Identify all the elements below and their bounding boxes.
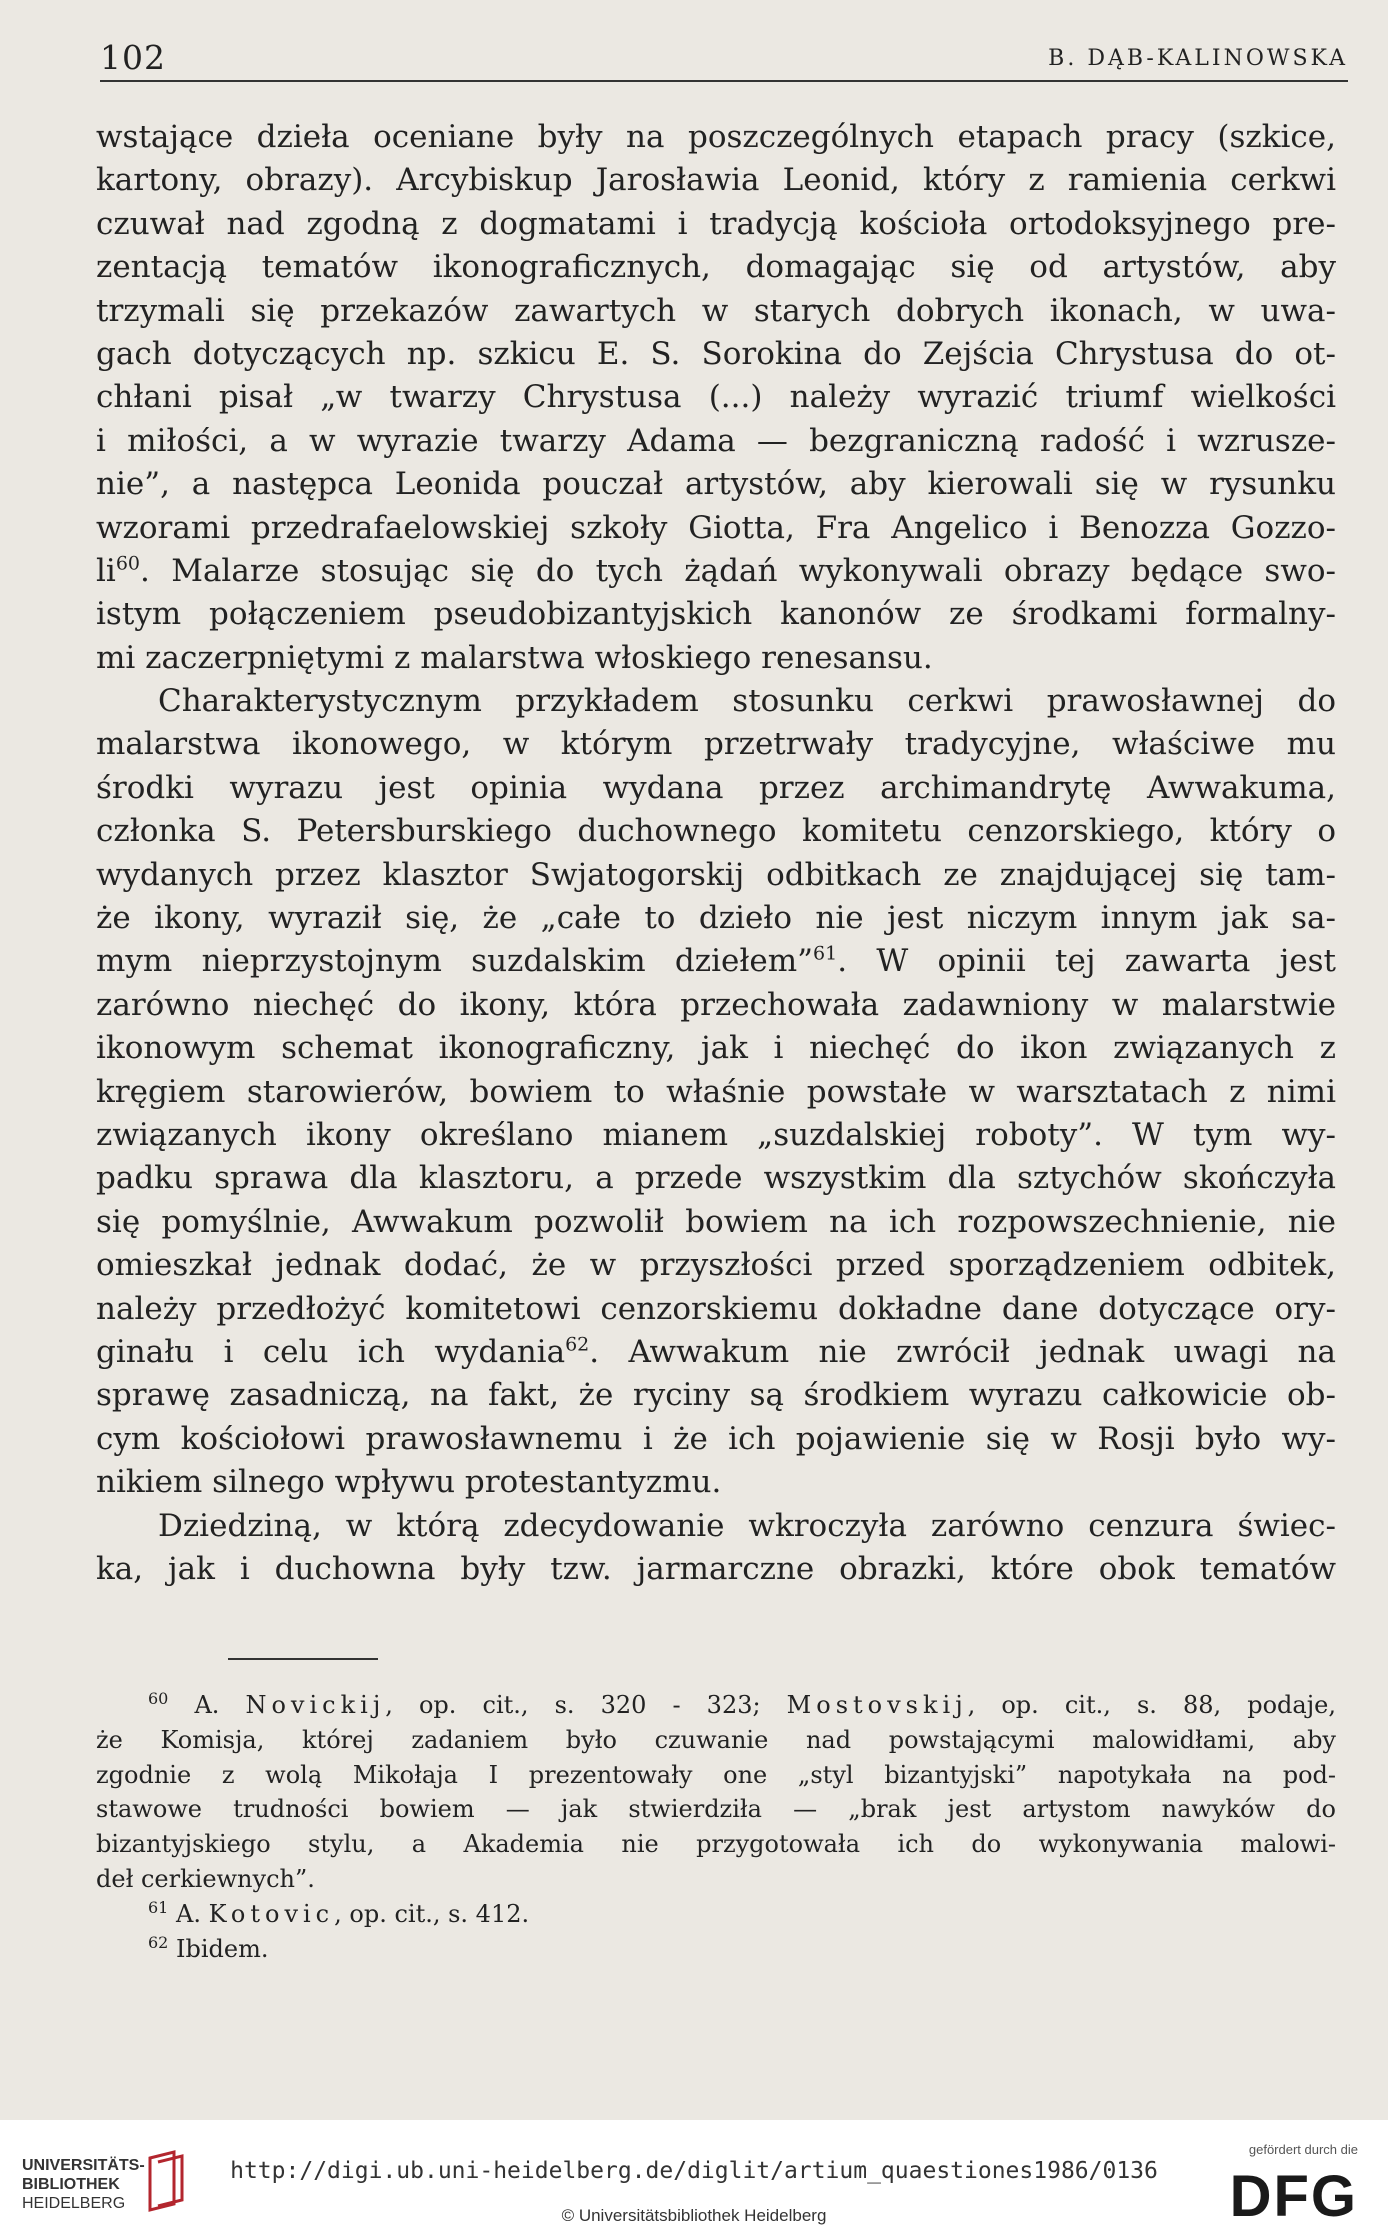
dfg-logo: DFG [1229, 2164, 1358, 2229]
text-line: kręgiem starowierów, bowiem to właśnie powstałe w warsztatach z nimi [96, 1073, 1336, 1110]
citation-text: , op. cit., s. 412. [334, 1899, 530, 1928]
text-line: padku sprawa dla klasztoru, a przede wszystkim dla sztychów skończyła [96, 1160, 1336, 1197]
text-line: nie”, a następca Leonida pouczał artystów, aby kierowali się w rysunku [96, 466, 1336, 503]
text-line: środki wyrazu jest opinia wydana przez archimandrytę Awwakuma, [96, 769, 1336, 806]
text-line: ka, jak i duchowna były tzw. jarmarczne obrazki, które obok tematów [96, 1550, 1336, 1587]
author-name: Mostovskij [786, 1691, 968, 1719]
text-fragment: li [96, 552, 116, 589]
text-line: cym kościołowi prawosławnemu i że ich pojawienie się w Rosji było wy- [96, 1420, 1336, 1457]
text-line: sprawę zasadniczą, na fakt, że ryciny są środkiem wyrazu całkowicie ob- [96, 1377, 1336, 1414]
library-name-line: BIBLIOTHEK [22, 2176, 120, 2193]
footnote-ref-62: 62 [565, 1333, 590, 1356]
text-line: czuwał nad zgodną z dogmatami i tradycją kościoła ortodoksyjnego pre- [96, 205, 1336, 242]
footnote-line: stawowe trudności bowiem — jak stwierdziła — „brak jest artystom nawyków do [96, 1795, 1336, 1824]
footnote-number: 61 [148, 1897, 169, 1917]
footnote-line: deł cerkiewnych”. [96, 1864, 315, 1893]
citation-text: Ibidem. [176, 1934, 269, 1963]
text-line: Charakterystycznym przykładem stosunku cerkwi prawosławnej do [158, 683, 1336, 720]
body-text [96, 116, 1336, 1591]
footnote-number: 60 [148, 1689, 169, 1708]
library-city: HEIDELBERG [22, 2195, 126, 2212]
text-line: gach dotyczących np. szkicu E. S. Sorokina do Zejścia Chrystusa do ot- [96, 335, 1336, 372]
footnote-62 [96, 1932, 1336, 1967]
text-fragment: . Malarze stosując się do tych żądań wykonywali obrazy będące swo- [140, 552, 1336, 589]
author-initial: A. [176, 1899, 201, 1928]
citation-text: , op. cit., s. 88, podaje, [967, 1691, 1336, 1719]
text-line: że ikony, wyraził się, że „całe to dzieło nie jest niczym innym jak sa- [96, 900, 1336, 937]
footnote-61 [96, 1897, 1336, 1932]
text-line: ikonowym schemat ikonograficzny, jak i niechęć do ikon związanych z [96, 1030, 1336, 1067]
text-line: mi zaczerpniętymi z malarstwa włoskiego renesansu. [96, 639, 933, 676]
text-fragment: ginału i celu ich wydania [96, 1333, 566, 1370]
text-line: i miłości, a w wyrazie twarzy Adama — bezgraniczną radość i wzrusze- [96, 422, 1336, 459]
text-fragment: . Awwakum nie zwrócił jednak uwagi na [589, 1333, 1336, 1370]
text-line: wydanych przez klasztor Swjatogorskij odbitkach ze znajdującej się tam- [96, 856, 1336, 893]
footnotes [96, 1688, 1336, 1966]
footnote-number: 62 [148, 1932, 169, 1952]
text-line: zarówno niechęć do ikony, która przechowała zadawniony w malarstwie [96, 986, 1336, 1023]
text-line: zentacją tematów ikonograficznych, domagając się od artystów, aby [96, 249, 1336, 286]
text-line: istym połączeniem pseudobizantyjskich kanonów ze środkami formalny- [96, 596, 1336, 633]
text-line: Dziedziną, w którą zdecydowanie wkroczyła zarówno cenzura świec- [158, 1507, 1336, 1544]
text-line [96, 1331, 1336, 1374]
page-number: 102 [100, 38, 166, 77]
library-name-line: UNIVERSITÄTS- [22, 2157, 145, 2174]
author-initial: A. [194, 1691, 220, 1719]
text-line: nikiem silnego wpływu protestantyzmu. [96, 1464, 722, 1501]
footnote-line: że Komisja, której zadaniem było czuwanie nad powstającymi malowidłami, aby [96, 1725, 1336, 1754]
text-line [96, 940, 1336, 983]
permalink-url[interactable]: http://digi.ub.uni-heidelberg.de/diglit/artium_quaestiones1986/0136 [230, 2158, 1158, 2184]
funding-note: gefördert durch die [1248, 2142, 1358, 2157]
page-header [100, 30, 1348, 82]
text-line: trzymali się przekazów zawartych w starych dobrych ikonach, w uwa- [96, 292, 1336, 329]
text-line [96, 550, 1336, 593]
text-line: wstające dzieła oceniane były na poszczególnych etapach pracy (szkice, [96, 119, 1336, 155]
running-head: B. DĄB-KALINOWSKA [1048, 46, 1348, 71]
text-line: się pomyślnie, Awwakum pozwolił bowiem na ich rozpowszechnienie, nie [96, 1203, 1336, 1240]
footnote-line: zgodnie z wolą Mikołaja I prezentowały one „styl bizantyjski” napotykała na pod- [96, 1760, 1336, 1789]
digitization-footer [0, 2120, 1388, 2238]
footnote-line: bizantyjskiego stylu, a Akademia nie przygotowała ich do wykonywania malowi- [96, 1830, 1336, 1859]
citation-text: , op. cit., s. 320 - 323; [385, 1691, 761, 1719]
text-line: należy przedłożyć komitetowi cenzorskiemu dokładne dane dotyczące ory- [96, 1290, 1336, 1327]
footnote-60 [96, 1688, 1336, 1723]
author-name: Kotovic [208, 1899, 335, 1928]
footnote-ref-61: 61 [813, 943, 838, 966]
author-name: Novickij [245, 1691, 386, 1719]
text-fragment: . W opinii tej zawarta jest [837, 943, 1336, 980]
text-line: wzorami przedrafaelowskiej szkoły Giotta, Fra Angelico i Benozza Gozzo- [96, 509, 1336, 546]
text-line: malarstwa ikonowego, w którym przetrwały tradycyjne, właściwe mu [96, 726, 1336, 763]
text-line: omieszkał jednak dodać, że w przyszłości przed sporządzeniem odbitek, [96, 1247, 1336, 1284]
text-line: kartony, obrazy). Arcybiskup Jarosławia Leonid, który z ramienia cerkwi [96, 162, 1336, 199]
footnote-divider [228, 1658, 378, 1660]
text-line: członka S. Petersburskiego duchownego komitetu cenzorskiego, który o [96, 813, 1336, 850]
text-fragment: mym nieprzystojnym suzdalskim dziełem” [96, 943, 813, 980]
text-line: związanych ikony określano mianem „suzdalskiej roboty”. W tym wy- [96, 1116, 1336, 1153]
text-line: chłani pisał „w twarzy Chrystusa (...) należy wyrazić triumf wielkości [96, 379, 1336, 416]
copyright-notice: © Universitätsbibliothek Heidelberg [561, 2206, 827, 2225]
footnote-ref-60: 60 [115, 552, 141, 575]
